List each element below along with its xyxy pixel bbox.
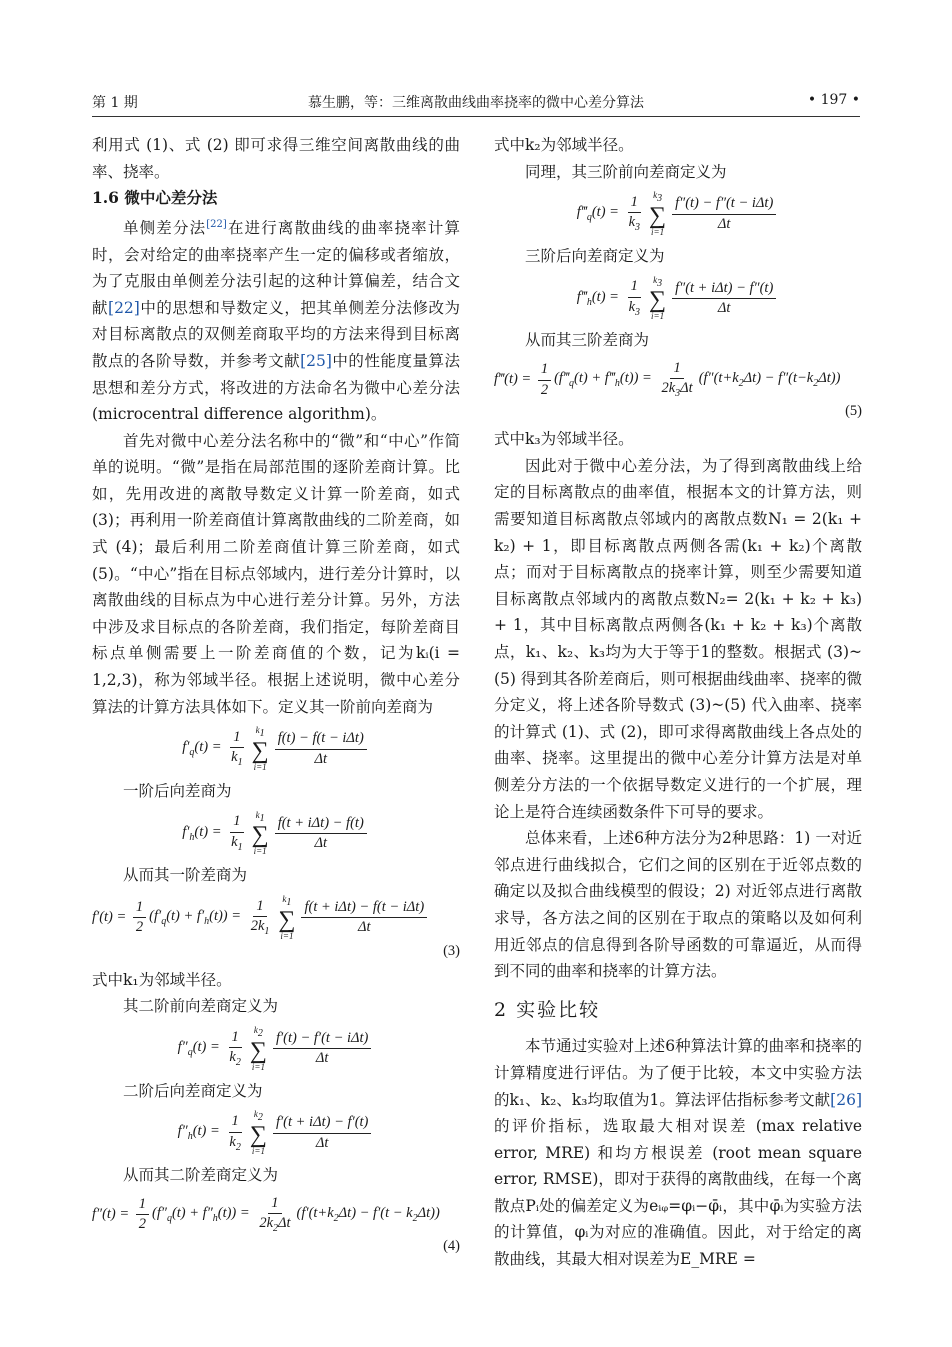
paragraph: 总体来看，上述6种方法分为2种思路：1) 一对近邻点进行曲线拟合，它们之间的区别在于近邻点数的确定以及拟合曲线模型的假设；2) 对近邻点进行离散求导，各方法之间的区别在于取点的策略以及如何利用近邻点的信息得到各阶导函数的可靠逼近，从而得到不同的曲率和挠率的计算方法。 xyxy=(494,829,862,981)
citation[interactable]: [22] xyxy=(206,218,227,230)
formula-note: 式中k₂为邻域半径。 xyxy=(494,136,634,154)
equation-number: (4) xyxy=(443,1237,460,1254)
equation-number: (5) xyxy=(845,402,862,419)
formula-note: 式中k₃为邻域半径。 xyxy=(494,430,634,449)
citation[interactable]: [25] xyxy=(300,351,332,370)
formula-third-central-difference: f‴(t) = $\frac{1}{2}$ ($f‴_q(t)$ + $f‴_h(t)$) = $\frac{1}{2k_3\Delta t}$ $(f''(t+k_2\Delta t) - f''(t-k_2\Delta t))$ (5) xyxy=(494,359,862,419)
formula-first-central-difference: f′(t) = $\frac{1}{2}$ $(f'_q(t) + f'_h(t))$ = $\frac{1}{2k_1}$ $k_1$ ∑ i=1 $\frac{\text{f(t + iΔt) − f(t − iΔt)}}{\Delta t}$ (3) xyxy=(92,894,460,960)
formula-third-backward-difference: $f‴_h(t)$ = $\frac{1}{k_3}$ $k_3$ ∑ i=1 $\frac{\text{f″(t + iΔt) − f″(t)}}{\Delta t}$ xyxy=(494,276,862,322)
paragraph: 本节通过实验对上述6种算法计算的曲率和挠率的计算精度进行评估。为了便于比较，本文中实验方法的k₁、k₂、k₃均取值为1。算法评估指标参考文献[26]的评价指标，选取最大相对误差 (max relative error, MRE) 和均方根误差 (root mean square error, RMSE)，即对于获得的离散曲线，在每一个离散点Pᵢ处的偏差定义为eᵢᵩ=φᵢ−φ̄ᵢ，其中φ̄ᵢ为实验方法的计算值，φᵢ为对应的准确值。因此，对于给定的离散曲线，其最大相对误差为E_MRE = xyxy=(494,1037,862,1269)
formula-label: 三阶后向差商定义为 xyxy=(525,246,665,265)
paragraph: 利用式 (1)、式 (2) 即可求得三维空间离散曲线的曲率、挠率。 xyxy=(92,136,460,181)
formula-second-central-difference: f″(t) = $\frac{1}{2}$ $(f''_q(t) + f''_h(t))$ = $\frac{1}{2k_2\Delta t}$ $(f'(t+k_2\Delta t) - f'(t - k_2\Delta t))$ (4) xyxy=(92,1194,460,1254)
right-column xyxy=(494,132,862,1273)
formula-label: 一阶后向差商为 xyxy=(123,782,232,801)
section-heading-1-6: 1.6 微中心差分法 xyxy=(92,188,218,208)
formula-second-backward-difference: $f''_h(t)$ = $\frac{1}{k_2}$ $k_2$ ∑ i=1 $\frac{\text{f′(t + iΔt) − f′(t)}}{\Delta t}$ xyxy=(92,1110,460,1156)
paragraph: 因此对于微中心差分法，为了得到离散曲线上给定的目标离散点的曲率值，根据本文的计算方法，则需要知道目标离散点邻域内的离散点数N₁ = 2(k₁ + k₂) + 1，即目标离散点两侧各需(k₁ + k₂)个离散点；而对于目标离散点的挠率计算，则至少需要知道目标离散点邻域内的离散点数N₂= 2(k₁ + k₂ + k₃) + 1，其中目标离散点两侧各(k₁ + k₂ + k₃)个离散点，k₁、k₂、k₃均为大于等于1的整数。根据式 (3)~(5) 得到其各阶差商后，则可根据曲线曲率、挠率的微分定义，将上述各阶导数式 (3)~(5) 代入曲率、挠率的计算式 (1)、式 (2)，即可求得离散曲线上各点处的曲率、挠率。这里提出的微中心差分计算方法是对单侧差分方法的一个依据导数定义进行的一个扩展，理论上是符合连续函数条件下可导的要求。 xyxy=(494,456,862,821)
page-header xyxy=(92,88,860,117)
page-number: • 197 • xyxy=(807,92,860,108)
left-column xyxy=(92,132,460,1261)
formula-third-forward-difference: $f‴_q(t)$ = $\frac{1}{k_3}$ $k_3$ ∑ i=1 $\frac{\text{f″(t) − f″(t − iΔt)}}{\Delta t}$ xyxy=(494,191,862,237)
formula-label: 其二阶前向差商定义为 xyxy=(123,997,279,1016)
formula-first-forward-difference: $f'_q(t)$ = $\frac{1}{k_1}$ $k_1$ ∑ i=1 $\frac{\text{f(t) − f(t − iΔt)}}{\Delta t}$ xyxy=(92,726,460,772)
formula-label: 从而其三阶差商为 xyxy=(525,331,650,350)
formula-label: 二阶后向差商定义为 xyxy=(123,1081,263,1100)
formula-label: 同理，其三阶前向差商定义为 xyxy=(525,162,727,181)
section-heading-2: 2 实验比较 xyxy=(494,998,601,1021)
formula-label: 从而其二阶差商定义为 xyxy=(123,1166,279,1185)
paragraph: 首先对微中心差分法名称中的“微”和“中心”作简单的说明。“微”是指在局部范围的逐阶差商计算。比如，先用改进的离散导数定义计算一阶差商，如式 (3)；再利用一阶差商值计算离散曲线的二阶差商，如式 (4)；最后利用二阶差商值计算三阶差商，如式 (5)。“中心”指在目标点邻域内，进行差分计算时，以离散曲线的目标点为中心进行差分计算。另外，方法中涉及求目标点的各阶差商，我们指定，每阶差商目标点单侧需要上一阶差商值的个数，记为kᵢ(i = 1,2,3)，称为邻域半径。根据上述说明，微中心差分算法的计算方法具体如下。定义其一阶前向差商为 xyxy=(92,431,460,716)
equation-number: (3) xyxy=(443,943,460,960)
formula-first-backward-difference: $f'_h(t)$ = $\frac{1}{k_1}$ $k_1$ ∑ i=1 $\frac{\text{f(t + iΔt) − f(t)}}{\Delta t}$ xyxy=(92,811,460,857)
formula-label: 从而其一阶差商为 xyxy=(123,866,248,885)
formula-second-forward-difference: $f''_q(t)$ = $\frac{1}{k_2}$ $k_2$ ∑ i=1 $\frac{\text{f′(t) − f′(t − iΔt)}}{\Delta t}$ xyxy=(92,1026,460,1072)
citation[interactable]: [22] xyxy=(108,298,140,317)
paragraph: 单侧差分法[22]在进行离散曲线的曲率挠率计算时，会对给定的曲率挠率产生一定的偏移或者缩放，为了克服由单侧差分法引起的这种计算偏差，结合文献[22]中的思想和导数定义，把其单侧差分法修改为对目标离散点的双侧差商取平均的方法来得到目标离散点的各阶导数，并参考文献[25]中的性能度量算法思想和差分方式，将改进的方法命名为微中心差分法 (microcentral difference algorithm)。 xyxy=(92,218,460,424)
formula-note: 式中k₁为邻域半径。 xyxy=(92,970,232,989)
running-title: 慕生鹏，等：三维离散曲线曲率挠率的微中心差分算法 xyxy=(308,95,644,111)
citation[interactable]: [26] xyxy=(830,1090,862,1109)
issue-number: 第 1 期 xyxy=(92,95,138,111)
